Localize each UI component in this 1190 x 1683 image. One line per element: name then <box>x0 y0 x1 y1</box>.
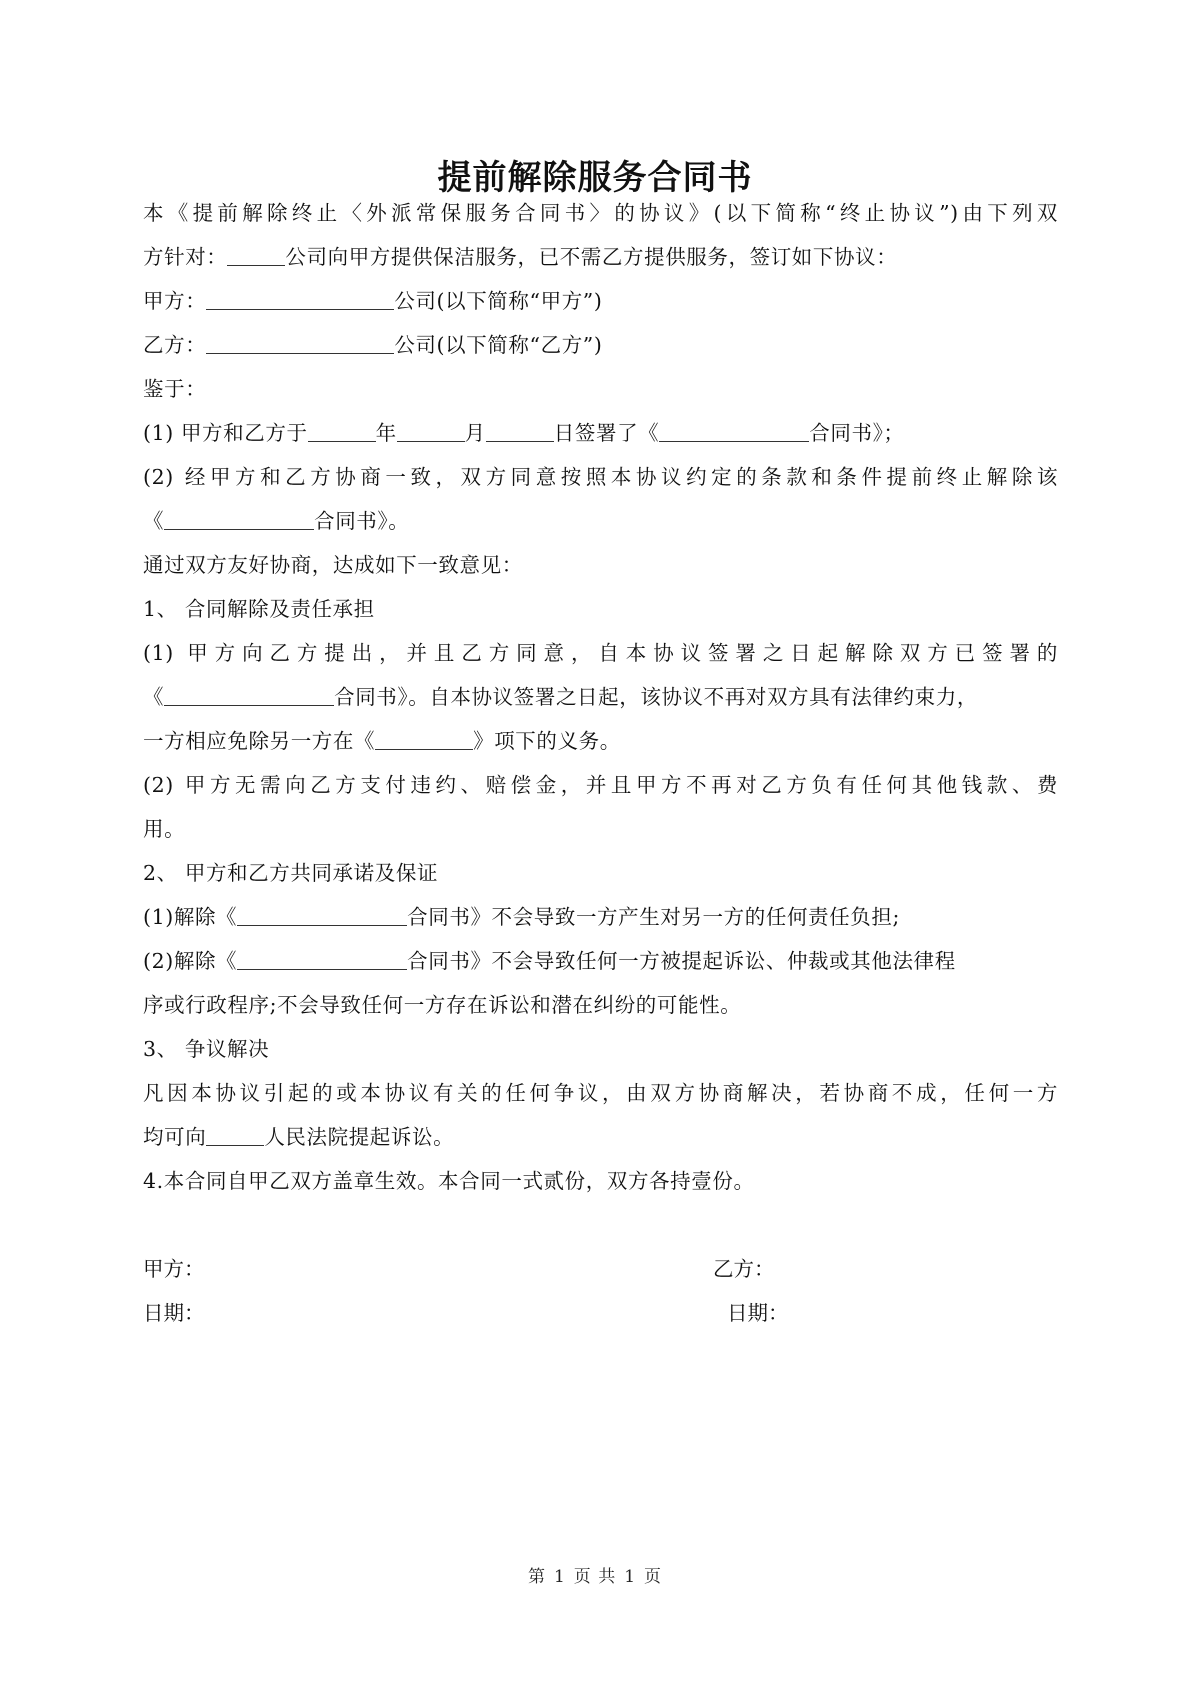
intro-suffix: 公司向甲方提供保洁服务，已不需乙方提供服务，签订如下协议： <box>285 245 898 269</box>
signature-party-a: 甲方： <box>143 1257 205 1281</box>
company-blank[interactable] <box>227 245 285 266</box>
month-label: 月 <box>464 421 486 445</box>
section-1-p1-line-1: (1) 甲方向乙方提出，并且乙方同意，自本协议签署之日起解除双方已签署的 <box>143 641 1058 665</box>
section-2-p1-prefix: (1)解除《 <box>143 905 238 929</box>
whereas-item-2-line-2 <box>143 507 1058 535</box>
page-prefix: 第 <box>527 1567 546 1587</box>
section-3-heading: 3、 争议解决 <box>143 1037 270 1061</box>
section-2-heading: 2、 甲方和乙方共同承诺及保证 <box>143 861 439 885</box>
section-1-p1-line-3 <box>143 727 1058 755</box>
contract-name-blank[interactable] <box>375 729 473 750</box>
whereas-item-1 <box>143 419 1058 447</box>
day-blank[interactable] <box>486 421 554 442</box>
section-2-p2-text: 合同书》不会导致任何一方被提起诉讼、仲裁或其他法律程 <box>407 949 956 973</box>
agreement-intro: 通过双方友好协商，达成如下一致意见： <box>143 553 523 577</box>
party-b-label: 乙方： <box>143 333 207 357</box>
intro-prefix: 方针对： <box>143 245 228 269</box>
page-suffix: 页 <box>644 1567 663 1587</box>
section-1-p2-line-1: (2) 甲方无需向乙方支付违约、赔偿金，并且甲方不再对乙方负有任何其他钱款、费 <box>143 773 1058 797</box>
contract-name-blank[interactable] <box>164 509 314 530</box>
contract-suffix: 合同书》。 <box>314 509 410 533</box>
intro-line-1: 本《提前解除终止〈外派常保服务合同书〉的协议》(以下简称“终止协议”)由下列双 <box>143 201 1058 225</box>
page-total: 1 <box>624 1567 637 1587</box>
year-label: 年 <box>375 421 397 445</box>
section-4: 4.本合同自甲乙双方盖章生效。本合同一式贰份，双方各持壹份。 <box>143 1169 755 1193</box>
contract-name-blank[interactable] <box>164 685 334 706</box>
court-blank[interactable] <box>206 1125 264 1146</box>
quote-open: 《 <box>143 685 165 709</box>
section-3-line-2 <box>143 1123 1058 1151</box>
section-3-prefix: 均可向 <box>143 1125 207 1149</box>
whereas-heading: 鉴于： <box>143 377 207 401</box>
whereas-item-2-line-1: (2) 经甲方和乙方协商一致，双方同意按照本协议约定的条款和条件提前终止解除该 <box>143 465 1058 489</box>
document-title: 提前解除服务合同书 <box>437 158 753 198</box>
section-2-p2-line-1 <box>143 947 1058 975</box>
month-blank[interactable] <box>397 421 465 442</box>
party-a-suffix: 公司(以下简称“甲方”) <box>394 289 603 313</box>
section-1-p1-line-2 <box>143 683 1058 711</box>
section-2-p2-line-2: 序或行政程序;不会导致任何一方存在诉讼和潜在纠纷的可能性。 <box>143 993 742 1017</box>
section-1-p1-text: 合同书》。自本协议签署之日起，该协议不再对双方具有法律约束力， <box>334 685 978 709</box>
section-2-p1 <box>143 903 1058 931</box>
section-1-p2-line-2: 用。 <box>143 817 186 841</box>
party-b-suffix: 公司(以下简称“乙方”) <box>394 333 603 357</box>
party-a-line <box>143 287 1058 315</box>
section-1-heading: 1、 合同解除及责任承担 <box>143 597 375 621</box>
section-3-line-1: 凡因本协议引起的或本协议有关的任何争议，由双方协商解决，若协商不成，任何一方 <box>143 1081 1058 1105</box>
year-blank[interactable] <box>308 421 376 442</box>
party-a-blank[interactable] <box>206 289 394 310</box>
contract-name-blank[interactable] <box>659 421 809 442</box>
section-1-p1-text: 一方相应免除另一方在《 <box>143 729 376 753</box>
intro-line-2 <box>143 243 1058 271</box>
signature-party-b: 乙方： <box>713 1257 775 1281</box>
signature-date-b: 日期： <box>727 1301 789 1325</box>
contract-name-blank[interactable] <box>237 949 407 970</box>
party-b-line <box>143 331 1058 359</box>
party-b-blank[interactable] <box>206 333 394 354</box>
party-a-label: 甲方： <box>143 289 207 313</box>
section-3-suffix: 人民法院提起诉讼。 <box>264 1125 455 1149</box>
signature-date-a: 日期： <box>143 1301 205 1325</box>
whereas-1-text: (1) 甲方和乙方于 <box>143 421 308 445</box>
whereas-1-end: 合同书》； <box>809 421 905 445</box>
section-2-p1-text: 合同书》不会导致一方产生对另一方的任何责任负担; <box>407 905 900 929</box>
page-mid: 页 共 <box>573 1567 617 1587</box>
contract-name-blank[interactable] <box>237 905 407 926</box>
page-footer <box>0 1562 1190 1587</box>
section-2-p2-prefix: (2)解除《 <box>143 949 238 973</box>
page-current: 1 <box>553 1567 566 1587</box>
day-label: 日签署了《 <box>553 421 660 445</box>
quote-open: 《 <box>143 509 165 533</box>
section-1-p1-end: 》项下的义务。 <box>473 729 621 753</box>
